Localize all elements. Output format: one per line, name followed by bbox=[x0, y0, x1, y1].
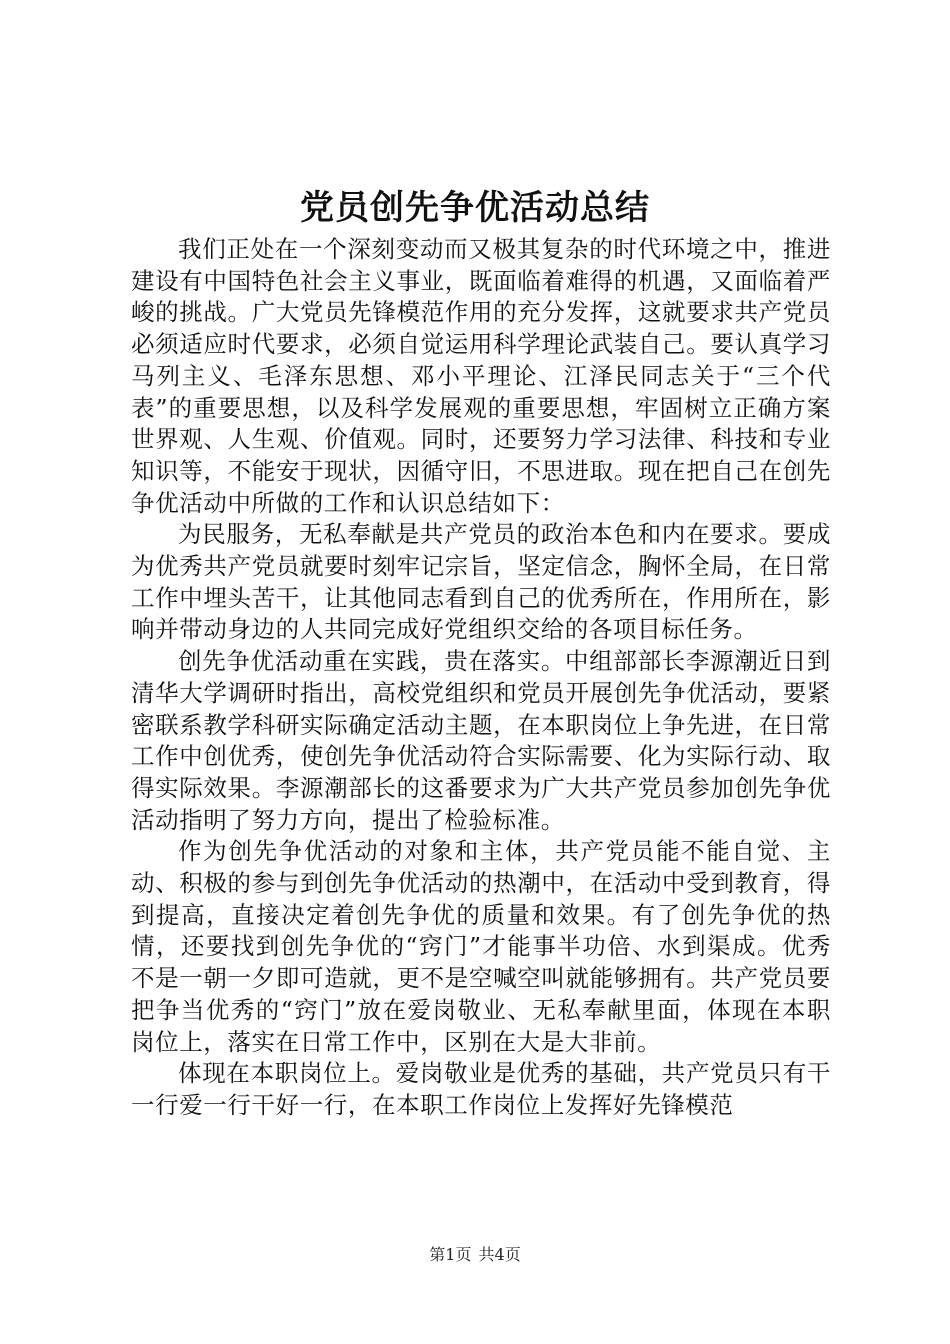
document-title: 党员创先争优活动总结 bbox=[300, 188, 650, 228]
page-footer bbox=[0, 1244, 950, 1266]
body-paragraph: 创先争优活动重在实践，贵在落实。中组部部长李源潮近日到清华大学调研时指出，高校党组织和党员开展创先争优活动，要紧密联系教学科研实际确定活动主题，在本职岗位上争先进，在日常工作中创优秀，使创先争优活动符合实际需要、化为实际行动、取得实际效果。李源潮部长的这番要求为广大共产党员参加创先争优活动指明了努力方向，提出了检验标准。 bbox=[131, 647, 831, 834]
body-paragraph: 体现在本职岗位上。爱岗敬业是优秀的基础，共产党员只有干一行爱一行干好一行，在本职工作岗位上发挥好先锋模范 bbox=[131, 1059, 831, 1119]
body-paragraph: 我们正处在一个深刻变动而又极其复杂的时代环境之中，推进建设有中国特色社会主义事业，既面临着难得的机遇，又面临着严峻的挑战。广大党员先锋模范作用的充分发挥，这就要求共产党员必须适应时代要求，必须自觉运用科学理论武装自己。要认真学习马列主义、毛泽东思想、邓小平理论、江泽民同志关于“三个代表”的重要思想，以及科学发展观的重要思想，牢固树立正确方案世界观、人生观、价值观。同时，还要努力学习法律、科技和专业知识等，不能安于现状，因循守旧，不思进取。现在把自己在创先争优活动中所做的工作和认识总结如下： bbox=[131, 235, 831, 517]
document-body bbox=[131, 234, 831, 1122]
body-paragraph: 为民服务，无私奉献是共产党员的政治本色和内在要求。要成为优秀共产党员就要时刻牢记宗旨，坚定信念，胸怀全局，在日常工作中埋头苦干，让其他同志看到自己的优秀所在，作用所在，影响并带动身边的人共同完成好党组织交给的各项目标任务。 bbox=[131, 520, 831, 644]
page-total: 共4页 bbox=[478, 1245, 521, 1264]
body-paragraph: 作为创先争优活动的对象和主体，共产党员能不能自觉、主动、积极的参与到创先争优活动的热潮中，在活动中受到教育，得到提高，直接决定着创先争优的质量和效果。有了创先争优的热情，还要找到创先争优的“窍门”才能事半功倍、水到渠成。优秀不是一朝一夕即可造就，更不是空喊空叫就能够拥有。共产党员要把争当优秀的“窍门”放在爱岗敬业、无私奉献里面，体现在本职岗位上，落实在日常工作中，区别在大是大非前。 bbox=[131, 837, 831, 1056]
page-number: 第1页 bbox=[429, 1245, 472, 1264]
